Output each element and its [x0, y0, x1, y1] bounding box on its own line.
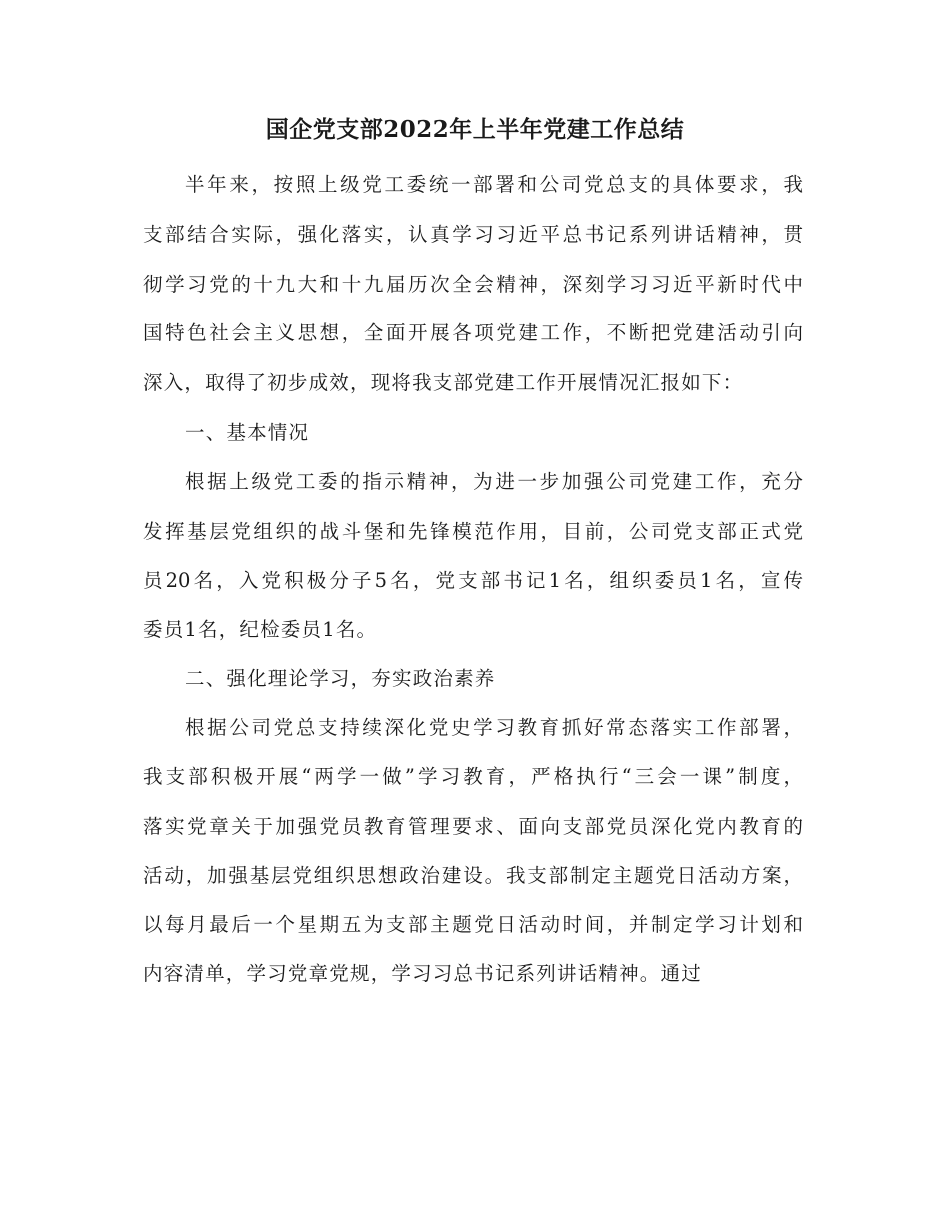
paragraph-line: 委员1名，纪检委员1名。 [143, 618, 378, 641]
section-heading: 一、基本情况 [185, 421, 310, 444]
paragraph-line: 活动，加强基层党组织思想政治建设。我支部制定主题党日活动方案， [143, 864, 803, 887]
paragraph-line: 落实党章关于加强党员教育管理要求、面向支部党员深化党内教育的 [143, 815, 803, 838]
section-heading: 二、强化理论学习，夯实政治素养 [185, 667, 496, 690]
paragraph-line: 以每月最后一个星期五为支部主题党日活动时间，并制定学习计划和 [143, 913, 803, 936]
paragraph-line: 员20名，入党积极分子5名，党支部书记1名，组织委员1名，宣传 [143, 569, 803, 592]
document-title: 国企党支部2022年上半年党建工作总结 [265, 116, 685, 143]
paragraph-line: 内容清单，学习党章党规，学习习总书记系列讲话精神。通过 [143, 962, 702, 985]
paragraph-line: 发挥基层党组织的战斗堡和先锋模范作用，目前，公司党支部正式党 [143, 520, 803, 543]
paragraph-line: 根据上级党工委的指示精神，为进一步加强公司党建工作，充分 [185, 470, 803, 493]
paragraph-line: 半年来，按照上级党工委统一部署和公司党总支的具体要求，我 [185, 173, 803, 196]
paragraph-line: 支部结合实际，强化落实，认真学习习近平总书记系列讲话精神，贯 [143, 223, 803, 246]
paragraph-line: 我支部积极开展“两学一做”学习教育，严格执行“三会一课”制度， [143, 765, 803, 788]
paragraph-line: 深入，取得了初步成效，现将我支部党建工作开展情况汇报如下： [143, 371, 744, 394]
paragraph-line: 根据公司党总支持续深化党史学习教育抓好常态落实工作部署， [185, 716, 803, 739]
paragraph-line: 国特色社会主义思想，全面开展各项党建工作，不断把党建活动引向 [143, 321, 803, 344]
paragraph-line: 彻学习党的十九大和十九届历次全会精神，深刻学习习近平新时代中 [143, 273, 803, 296]
